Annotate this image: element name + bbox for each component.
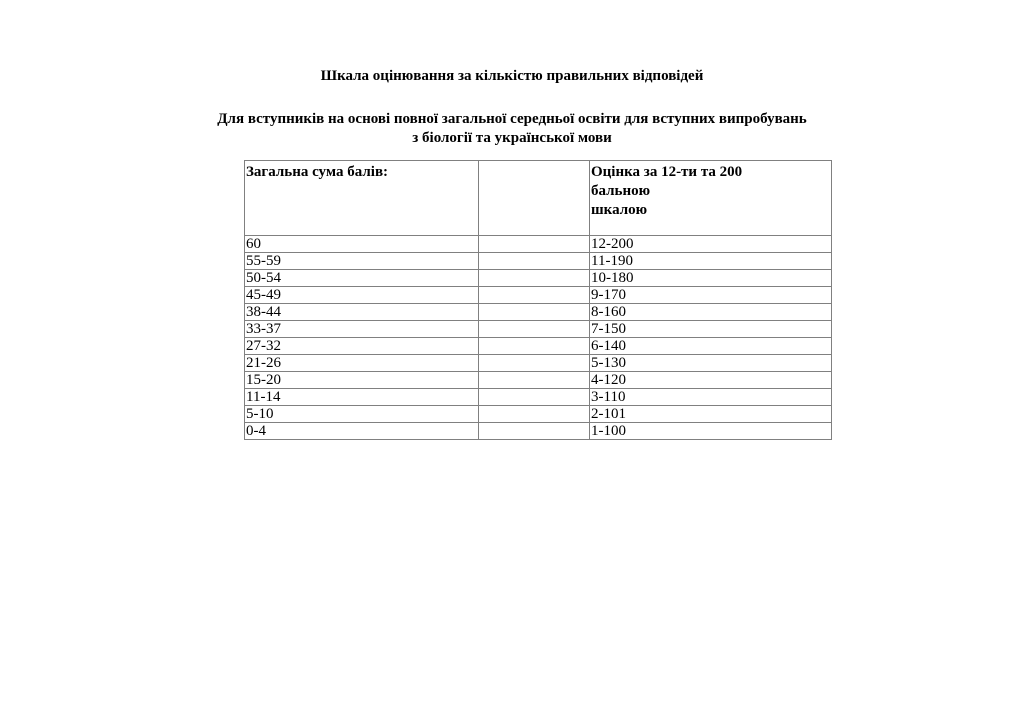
cell-grade: 3-110	[590, 389, 832, 406]
subtitle-line-1: Для вступників на основі повної загальної середньої освіти для вступних випробувань	[217, 111, 807, 127]
cell-sum: 60	[245, 236, 479, 253]
table-row	[245, 423, 832, 440]
cell-sum: 45-49	[245, 287, 479, 304]
cell-grade: 2-101	[590, 406, 832, 423]
table-row	[245, 321, 832, 338]
cell-sum: 15-20	[245, 372, 479, 389]
table-row	[245, 338, 832, 355]
cell-middle	[479, 355, 590, 372]
header-grade-scale	[590, 161, 832, 236]
cell-grade: 7-150	[590, 321, 832, 338]
table-row	[245, 253, 832, 270]
header-grade-line-3: шкалою	[591, 202, 648, 218]
cell-grade: 4-120	[590, 372, 832, 389]
document-title: Шкала оцінювання за кількістю правильних відповідей	[320, 68, 704, 84]
cell-grade: 5-130	[590, 355, 832, 372]
cell-grade: 6-140	[590, 338, 832, 355]
cell-sum: 0-4	[245, 423, 479, 440]
cell-sum: 55-59	[245, 253, 479, 270]
cell-middle	[479, 321, 590, 338]
subtitle-line-2: з біології та української мови	[412, 130, 612, 146]
cell-middle	[479, 304, 590, 321]
table-row	[245, 355, 832, 372]
cell-middle	[479, 338, 590, 355]
cell-sum: 11-14	[245, 389, 479, 406]
cell-middle	[479, 270, 590, 287]
table-row	[245, 304, 832, 321]
cell-sum: 38-44	[245, 304, 479, 321]
cell-middle	[479, 423, 590, 440]
header-grade-line-1: Оцінка за 12-ти та 200	[591, 164, 743, 180]
table-row	[245, 270, 832, 287]
cell-middle	[479, 406, 590, 423]
table-row	[245, 389, 832, 406]
cell-grade: 8-160	[590, 304, 832, 321]
cell-sum: 27-32	[245, 338, 479, 355]
cell-grade: 9-170	[590, 287, 832, 304]
cell-sum: 21-26	[245, 355, 479, 372]
header-grade-line-2: бальною	[591, 183, 651, 199]
table-row	[245, 287, 832, 304]
table-row	[245, 372, 832, 389]
header-empty	[479, 161, 590, 236]
cell-middle	[479, 253, 590, 270]
table-row	[245, 406, 832, 423]
cell-sum: 5-10	[245, 406, 479, 423]
cell-grade: 11-190	[590, 253, 832, 270]
cell-sum: 33-37	[245, 321, 479, 338]
cell-middle	[479, 236, 590, 253]
cell-grade: 1-100	[590, 423, 832, 440]
cell-grade: 10-180	[590, 270, 832, 287]
cell-sum: 50-54	[245, 270, 479, 287]
cell-grade: 12-200	[590, 236, 832, 253]
document-subtitle	[0, 110, 1024, 148]
table-row	[245, 236, 832, 253]
score-table	[244, 160, 832, 440]
cell-middle	[479, 389, 590, 406]
cell-middle	[479, 287, 590, 304]
header-total-score: Загальна сума балів:	[245, 161, 479, 236]
table-header-row	[245, 161, 832, 236]
cell-middle	[479, 372, 590, 389]
